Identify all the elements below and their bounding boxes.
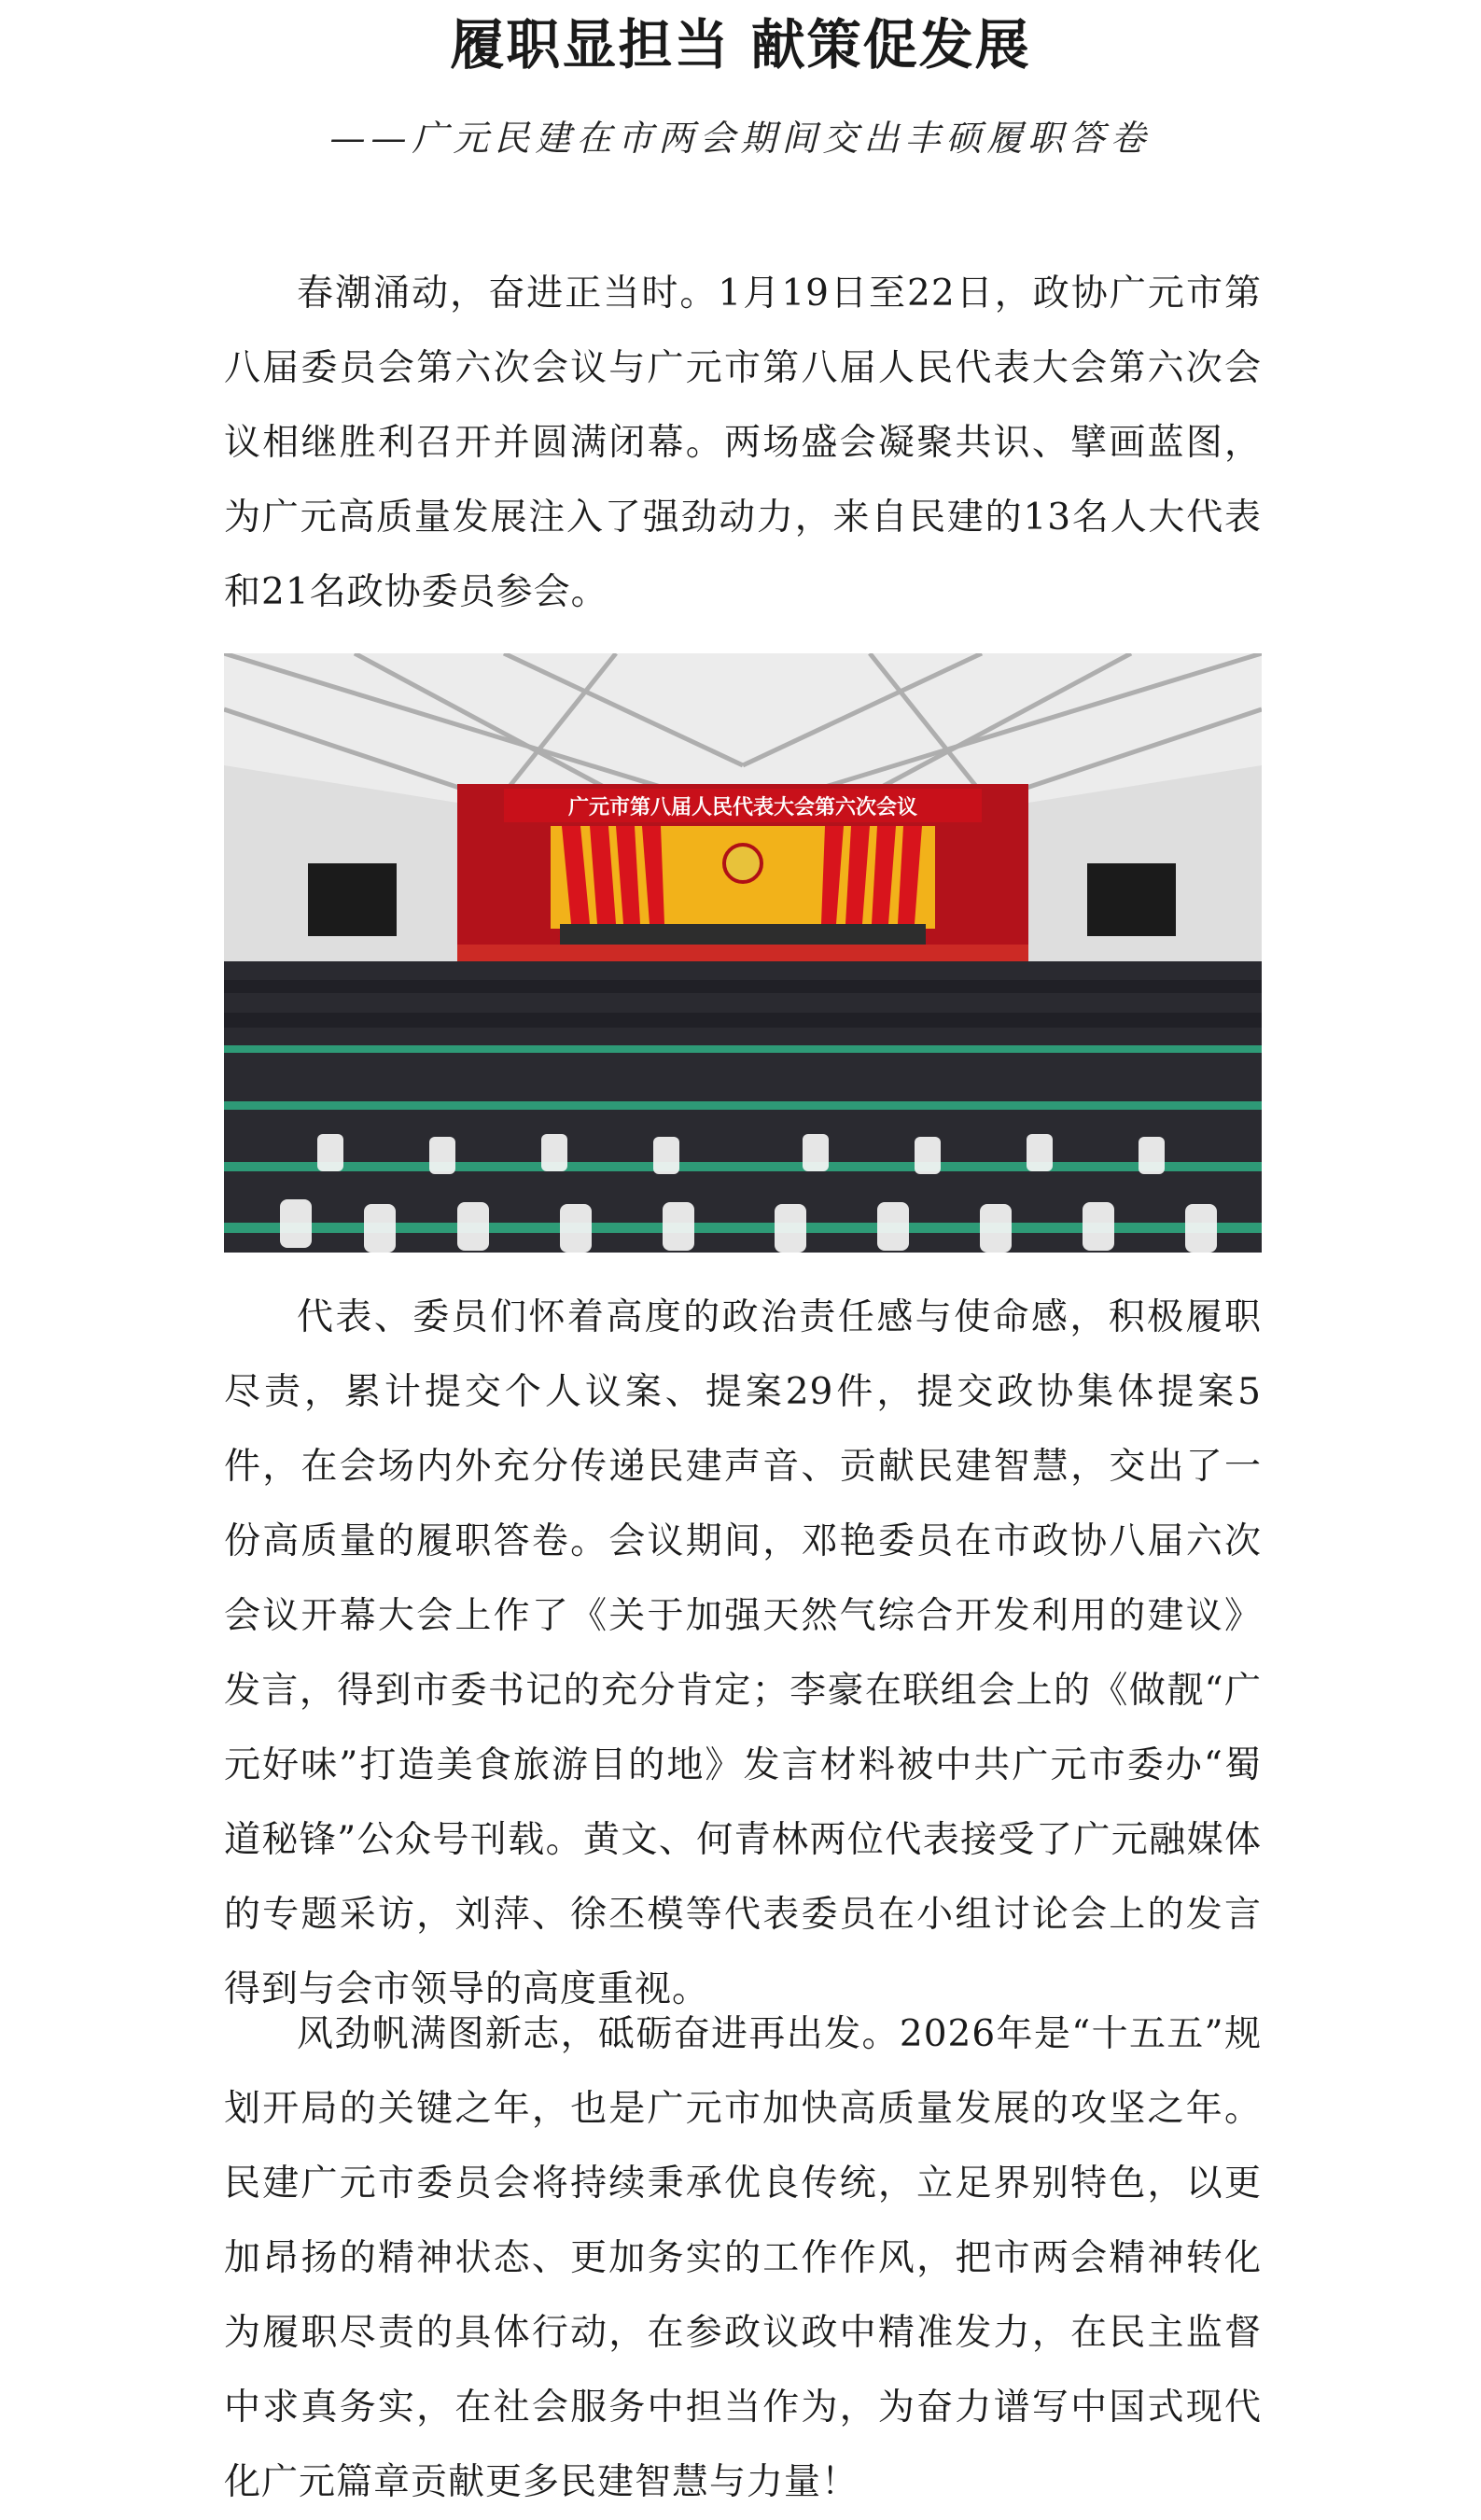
- article-title: 履职显担当 献策促发展: [450, 13, 1031, 77]
- conference-photo: [224, 653, 1262, 1253]
- conference-hall-illustration: [224, 653, 1262, 1253]
- article-subtitle: ——广元民建在市两会期间交出丰硕履职答卷: [329, 118, 1152, 159]
- paragraph-3: 风劲帆满图新志，砥砺奋进再出发。2026年是“十五五”规划开局的关键之年，也是广元市加快高质量发展的攻坚之年。民建广元市委员会将持续秉承优良传统，立足界别特色，以更加昂扬的精神状态、更加务实的工作作风，把市两会精神转化为履职尽责的具体行动，在参政议政中精准发力，在民主监督中求真务实，在社会服务中担当作为，为奋力谱写中国式现代化广元篇章贡献更多民建智慧与力量！: [224, 2013, 1262, 2503]
- paragraph-1: 春潮涌动，奋进正当时。1月19日至22日，政协广元市第八届委员会第六次会议与广元市第八届人民代表大会第六次会议相继胜利召开并圆满闭幕。两场盛会凝聚共识、擘画蓝图，为广元高质量发展注入了强劲动力，来自民建的13名人大代表和21名政协委员参会。: [224, 273, 1262, 613]
- national-emblem-icon: [724, 845, 761, 882]
- banner-text: 广元市第八届人民代表大会第六次会议: [567, 796, 918, 819]
- paragraph-2: 代表、委员们怀着高度的政治责任感与使命感，积极履职尽责，累计提交个人议案、提案29件，提交政协集体提案5件，在会场内外充分传递民建声音、贡献民建智慧，交出了一份高质量的履职答卷。会议期间，邓艳委员在市政协八届六次会议开幕大会上作了《关于加强天然气综合开发利用的建议》发言，得到市委书记的充分肯定；李豪在联组会上的《做靓“广元好味”打造美食旅游目的地》发言材料被中共广元市委办“蜀道秘锋”公众号刊载。黄文、何青林两位代表接受了广元融媒体的专题采访，刘萍、徐丕模等代表委员在小组讨论会上的发言得到与会市领导的高度重视。: [224, 1296, 1262, 2010]
